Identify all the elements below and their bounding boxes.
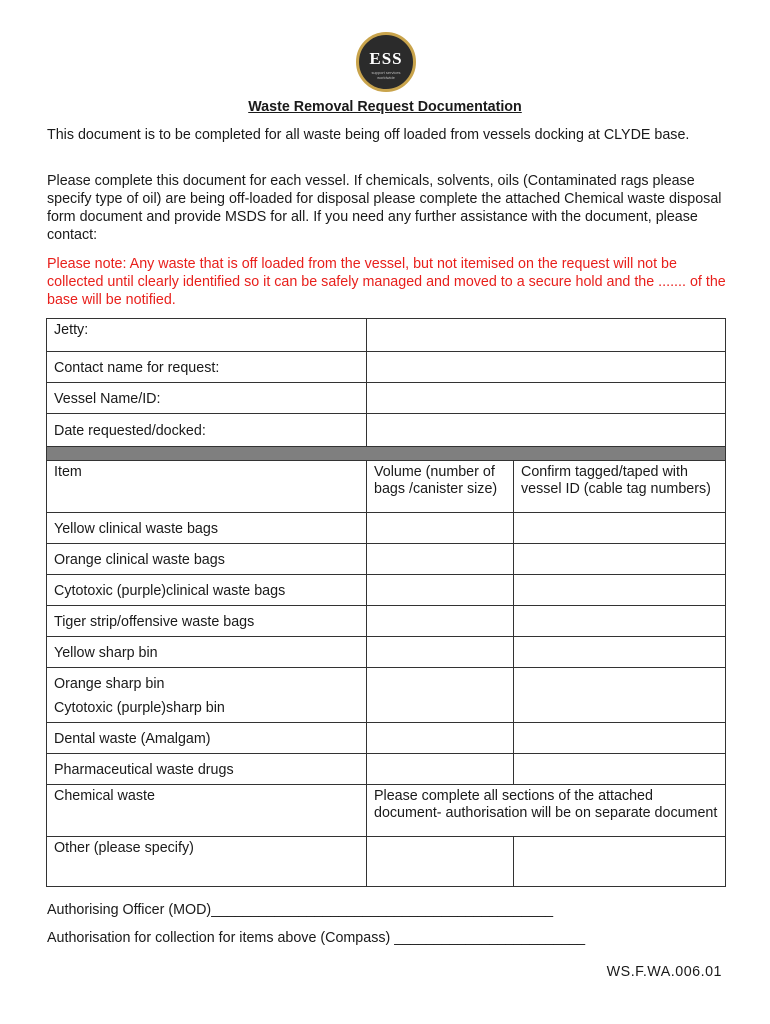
item-label: Tiger strip/offensive waste bags (47, 606, 367, 637)
confirm-field[interactable] (514, 606, 726, 637)
item-label: Yellow sharp bin (47, 637, 367, 668)
contact-field[interactable] (367, 352, 726, 383)
volume-field[interactable] (367, 723, 514, 754)
jetty-field[interactable] (367, 319, 726, 352)
item-label (47, 668, 367, 723)
logo-text: ESS (369, 49, 403, 68)
waste-request-table (46, 318, 726, 887)
volume-field[interactable] (367, 513, 514, 544)
date-field[interactable] (367, 414, 726, 447)
item-label: Chemical waste (47, 785, 367, 837)
item-label: Yellow clinical waste bags (47, 513, 367, 544)
item-label: Pharmaceutical waste drugs (47, 754, 367, 785)
confirm-field[interactable] (514, 513, 726, 544)
table-row (47, 544, 726, 575)
volume-field[interactable] (367, 637, 514, 668)
table-row (47, 754, 726, 785)
vessel-field[interactable] (367, 383, 726, 414)
volume-field[interactable] (367, 606, 514, 637)
table-row (47, 837, 726, 887)
confirm-field[interactable] (514, 837, 726, 887)
intro-paragraph: This document is to be completed for all waste being off loaded from vessels docking at CLYDE base. (47, 127, 690, 143)
item-label: Dental waste (Amalgam) (47, 723, 367, 754)
contact-row (47, 352, 726, 383)
item-label: Orange clinical waste bags (47, 544, 367, 575)
authorising-officer-line[interactable]: Authorising Officer (MOD)___________________________________________ (47, 902, 554, 918)
item-label-orange-sharp: Orange sharp bin (54, 676, 165, 692)
volume-field[interactable] (367, 754, 514, 785)
item-label-cytotoxic-sharp: Cytotoxic (purple)sharp bin (54, 699, 225, 716)
volume-field[interactable] (367, 544, 514, 575)
document-id: WS.F.WA.006.01 (606, 964, 722, 980)
note-paragraph: Please note: Any waste that is off loaded from the vessel, but not itemised on the request will not be collected until clearly identified so it can be safely managed and moved to a secure hold and the ....... of the base will be notified. (47, 256, 726, 308)
confirm-field[interactable] (514, 668, 726, 723)
document-title: Waste Removal Request Documentation (248, 99, 522, 115)
vessel-label: Vessel Name/ID: (47, 383, 367, 414)
separator-row (47, 447, 726, 461)
item-label: Cytotoxic (purple)clinical waste bags (47, 575, 367, 606)
item-label: Other (please specify) (47, 837, 367, 887)
table-row (47, 668, 726, 723)
confirm-header: Confirm tagged/taped with vessel ID (cable tag numbers) (514, 461, 726, 513)
confirm-field[interactable] (514, 723, 726, 754)
vessel-row (47, 383, 726, 414)
table-row (47, 723, 726, 754)
volume-header: Volume (number of bags /canister size) (367, 461, 514, 513)
ess-logo (356, 32, 416, 92)
table-row (47, 575, 726, 606)
confirm-field[interactable] (514, 575, 726, 606)
volume-field[interactable] (367, 668, 514, 723)
item-header: Item (47, 461, 367, 513)
separator-bar (47, 447, 726, 461)
chemical-waste-note: Please complete all sections of the attached document- authorisation will be on separate document (367, 785, 726, 837)
table-row (47, 606, 726, 637)
header-row (47, 461, 726, 513)
volume-field[interactable] (367, 837, 514, 887)
date-row (47, 414, 726, 447)
confirm-field[interactable] (514, 754, 726, 785)
jetty-row (47, 319, 726, 352)
logo-subtext: support services worldwide (371, 70, 401, 80)
confirm-field[interactable] (514, 637, 726, 668)
date-label: Date requested/docked: (47, 414, 367, 447)
volume-field[interactable] (367, 575, 514, 606)
confirm-field[interactable] (514, 544, 726, 575)
table-row (47, 785, 726, 837)
collection-authorisation-line[interactable]: Authorisation for collection for items above (Compass) ________________________ (47, 930, 586, 946)
table-row (47, 513, 726, 544)
instructions-paragraph: Please complete this document for each vessel. If chemicals, solvents, oils (Contaminated rags please specify type of oil) are being off-loaded for disposal please complete the attached Chemical waste disposal form document and provide MSDS for all. If you need any further assistance with the document, please contact: (47, 173, 722, 243)
table-row (47, 637, 726, 668)
contact-label: Contact name for request: (47, 352, 367, 383)
jetty-label: Jetty: (47, 319, 367, 352)
